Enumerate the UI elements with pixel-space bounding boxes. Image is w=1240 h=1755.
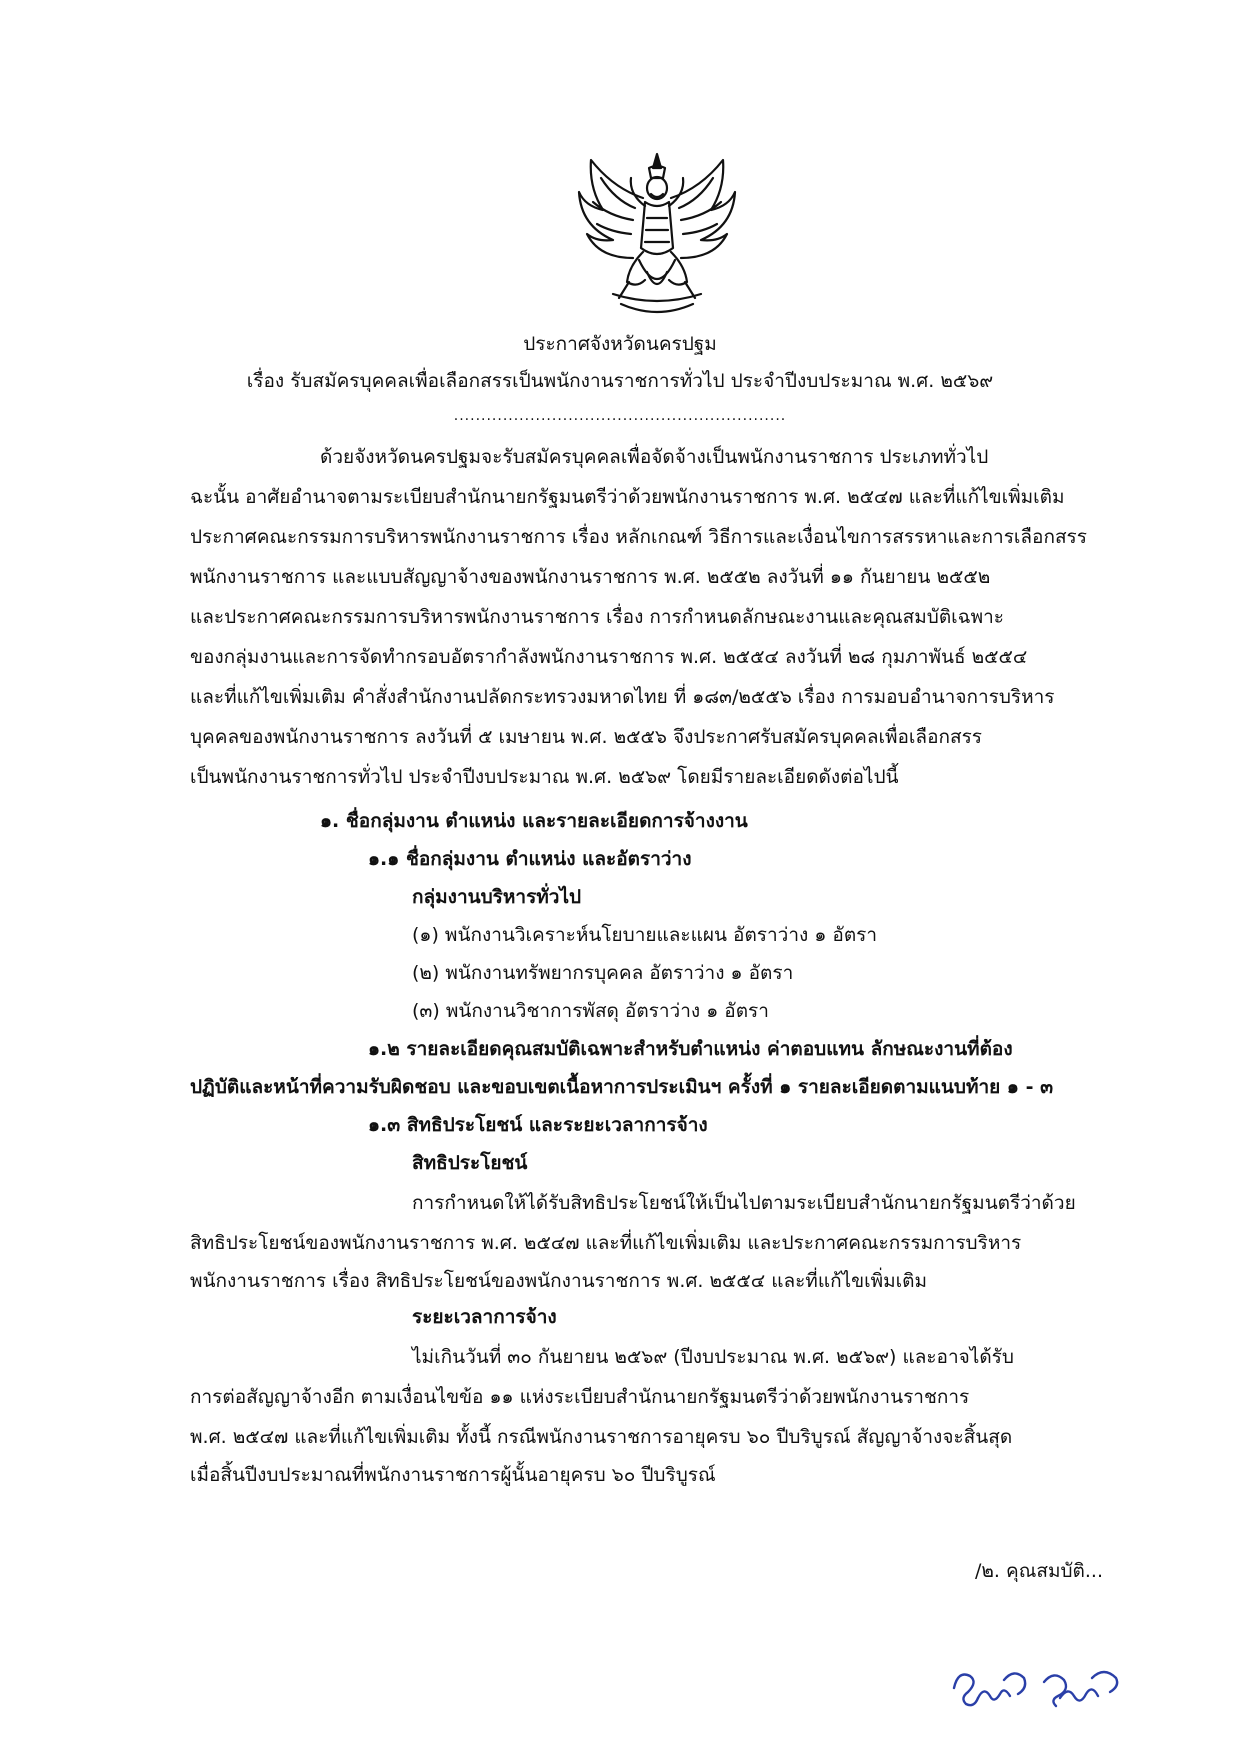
section-1-1-heading: ๑.๑ ชื่อกลุ่มงาน ตำแหน่ง และอัตราว่าง bbox=[368, 848, 692, 870]
section-1-3-heading: ๑.๓ สิทธิประโยชน์ และระยะเวลาการจ้าง bbox=[368, 1114, 708, 1136]
benefits-line: พนักงานราชการ เรื่อง สิทธิประโยชน์ของพนักงานราชการ พ.ศ. ๒๕๕๔ และที่แก้ไขเพิ่มเติม bbox=[190, 1270, 928, 1292]
intro-line: และประกาศคณะกรรมการบริหารพนักงานราชการ เรื่อง การกำหนดลักษณะงานและคุณสมบัติเฉพาะ bbox=[190, 606, 1005, 628]
position-item: (๓) พนักงานวิชาการพัสดุ อัตราว่าง ๑ อัตรา bbox=[412, 1000, 769, 1022]
intro-line: พนักงานราชการ และแบบสัญญาจ้างของพนักงานราชการ พ.ศ. ๒๕๕๒ ลงวันที่ ๑๑ กันยายน ๒๕๕๒ bbox=[190, 566, 991, 588]
announcement-title: ประกาศจังหวัดนครปฐม bbox=[523, 333, 717, 355]
separator-dots: ............................................................. bbox=[453, 408, 787, 424]
period-line: พ.ศ. ๒๕๔๗ และที่แก้ไขเพิ่มเติม ทั้งนี้ กรณีพนักงานราชการอายุครบ ๖๐ ปีบริบูรณ์ สัญญาจ้างจะสิ้นสุด bbox=[190, 1426, 1013, 1448]
section-1-2-line: ๑.๒ รายละเอียดคุณสมบัติเฉพาะสำหรับตำแหน่ง ค่าตอบแทน ลักษณะงานที่ต้อง bbox=[368, 1038, 1013, 1060]
section-1-2-line: ปฏิบัติและหน้าที่ความรับผิดชอบ และขอบเขตเนื้อหาการประเมินฯ ครั้งที่ ๑ รายละเอียดตามแนบท้าย ๑ - ๓ bbox=[190, 1076, 1054, 1098]
garuda-emblem bbox=[573, 148, 741, 328]
announcement-subject: เรื่อง รับสมัครบุคคลเพื่อเลือกสรรเป็นพนักงานราชการทั่วไป ประจำปีงบประมาณ พ.ศ. ๒๕๖๙ bbox=[246, 370, 994, 392]
benefits-heading: สิทธิประโยชน์ bbox=[412, 1152, 528, 1174]
intro-line: ประกาศคณะกรรมการบริหารพนักงานราชการ เรื่อง หลักเกณฑ์ วิธีการและเงื่อนไขการสรรหาและการเลือกสรร bbox=[190, 526, 1087, 548]
benefits-line: การกำหนดให้ได้รับสิทธิประโยชน์ให้เป็นไปตามระเบียบสำนักนายกรัฐมนตรีว่าด้วย bbox=[412, 1192, 1076, 1214]
period-heading: ระยะเวลาการจ้าง bbox=[412, 1306, 557, 1328]
intro-line: ของกลุ่มงานและการจัดทำกรอบอัตรากำลังพนักงานราชการ พ.ศ. ๒๕๕๔ ลงวันที่ ๒๘ กุมภาพันธ์ ๒๕๕๔ bbox=[190, 646, 1028, 668]
intro-line: ฉะนั้น อาศัยอำนาจตามระเบียบสำนักนายกรัฐมนตรีว่าด้วยพนักงานราชการ พ.ศ. ๒๕๔๗ และที่แก้ไขเพิ่มเติม bbox=[190, 486, 1065, 508]
position-item: (๒) พนักงานทรัพยากรบุคคล อัตราว่าง ๑ อัตรา bbox=[412, 962, 794, 984]
handwritten-signature bbox=[944, 1658, 1134, 1718]
period-line: การต่อสัญญาจ้างอีก ตามเงื่อนไขข้อ ๑๑ แห่งระเบียบสำนักนายกรัฐมนตรีว่าด้วยพนักงานราชการ bbox=[190, 1386, 970, 1408]
intro-line: บุคคลของพนักงานราชการ ลงวันที่ ๕ เมษายน พ.ศ. ๒๕๕๖ จึงประกาศรับสมัครบุคคลเพื่อเลือกสรร bbox=[190, 726, 982, 748]
intro-line: เป็นพนักงานราชการทั่วไป ประจำปีงบประมาณ พ.ศ. ๒๕๖๙ โดยมีรายละเอียดดังต่อไปนี้ bbox=[190, 766, 899, 788]
job-group-heading: กลุ่มงานบริหารทั่วไป bbox=[412, 886, 582, 908]
section-1-heading: ๑. ชื่อกลุ่มงาน ตำแหน่ง และรายละเอียดการจ้างงาน bbox=[320, 810, 748, 832]
intro-line: ด้วยจังหวัดนครปฐมจะรับสมัครบุคคลเพื่อจัดจ้างเป็นพนักงานราชการ ประเภททั่วไป bbox=[320, 446, 989, 468]
intro-line: และที่แก้ไขเพิ่มเติม คำสั่งสำนักงานปลัดกระทรวงมหาดไทย ที่ ๑๘๓/๒๕๕๖ เรื่อง การมอบอำนาจการบริหาร bbox=[190, 686, 1055, 708]
position-item: (๑) พนักงานวิเคราะห์นโยบายและแผน อัตราว่าง ๑ อัตรา bbox=[412, 924, 878, 946]
continuation-marker: /๒. คุณสมบัติ... bbox=[975, 1560, 1103, 1582]
benefits-line: สิทธิประโยชน์ของพนักงานราชการ พ.ศ. ๒๕๔๗ และที่แก้ไขเพิ่มเติม และประกาศคณะกรรมการบริหาร bbox=[190, 1232, 1022, 1254]
period-line: เมื่อสิ้นปีงบประมาณที่พนักงานราชการผู้นั้นอายุครบ ๖๐ ปีบริบูรณ์ bbox=[190, 1464, 716, 1486]
period-line: ไม่เกินวันที่ ๓๐ กันยายน ๒๕๖๙ (ปีงบประมาณ พ.ศ. ๒๕๖๙) และอาจได้รับ bbox=[412, 1346, 1014, 1368]
